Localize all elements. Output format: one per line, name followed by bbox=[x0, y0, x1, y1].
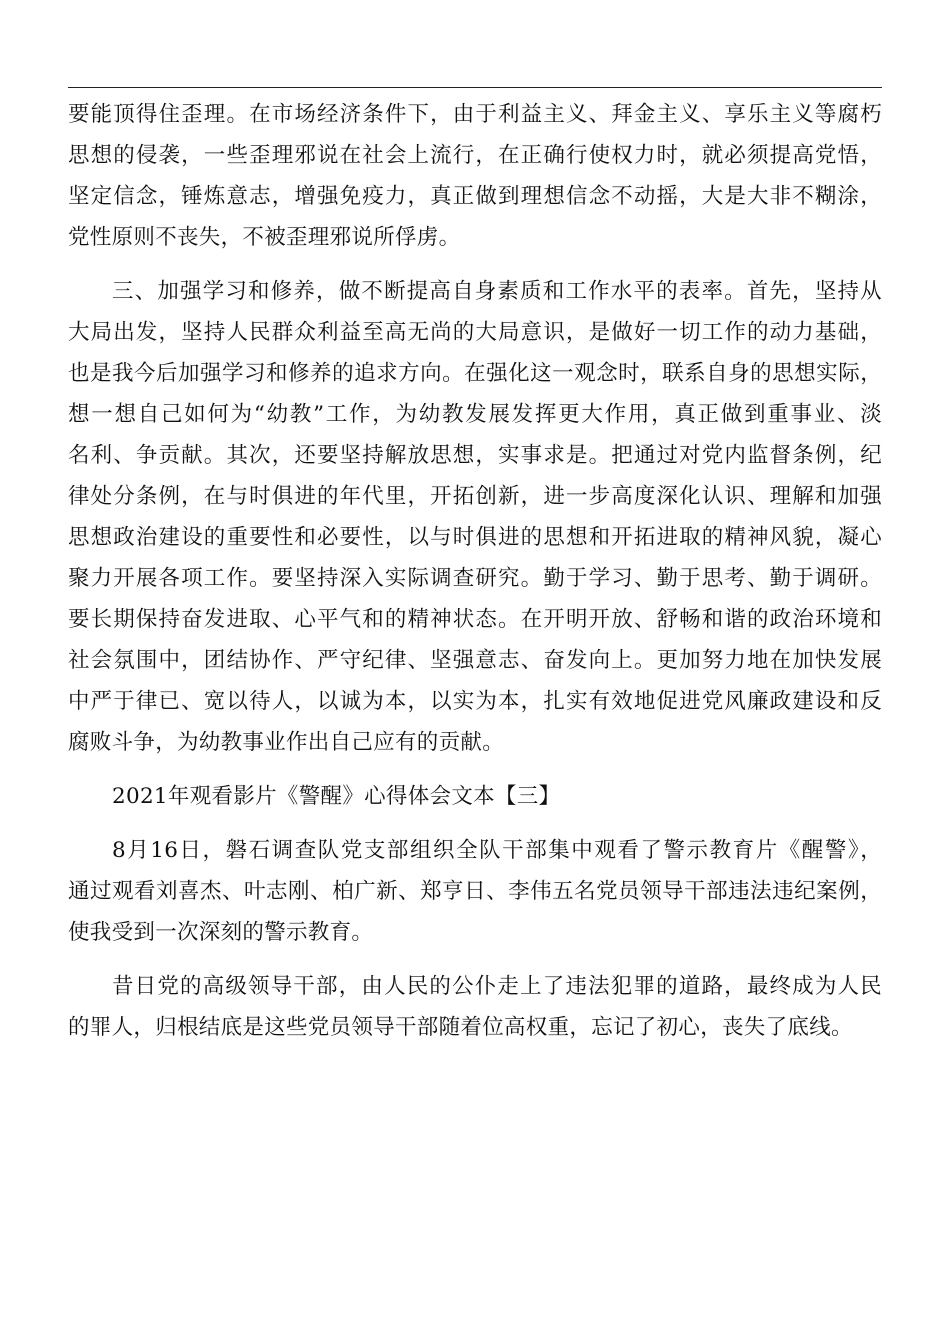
text-line: 思想的侵袭，一些歪理邪说在社会上流行，在正确行使权力时，就必须提高党悟， bbox=[68, 143, 882, 168]
header-rule bbox=[68, 87, 882, 88]
text-line: 律处分条例，在与时俱进的年代里，开拓创新，进一步高度深化认识、理解和加强 bbox=[68, 484, 882, 509]
text-line: 名利、争贡献。其次，还要坚持解放思想，实事求是。把通过对党内监督条例，纪 bbox=[68, 443, 882, 468]
section-heading bbox=[68, 776, 882, 817]
text-line: 三、加强学习和修养，做不断提高自身素质和工作水平的表率。首先，坚持从 bbox=[112, 279, 882, 304]
text-line: 大局出发，坚持人民群众利益至高无尚的大局意识，是做好一切工作的动力基础， bbox=[68, 320, 882, 345]
text-line: 使我受到一次深刻的警示教育。 bbox=[68, 920, 374, 945]
text-line: 聚力开展各项工作。要坚持深入实际调查研究。勤于学习、勤于思考、勤于调研。 bbox=[68, 566, 882, 591]
text-line: 中严于律已、宽以待人，以诚为本，以实为本，扎实有效地促进党风廉政建设和反 bbox=[68, 689, 882, 714]
text-line: 通过观看刘喜杰、叶志刚、柏广新、郑亨日、李伟五名党员领导干部违法违纪案例， bbox=[68, 879, 882, 904]
paragraph bbox=[68, 966, 882, 1048]
text-line: 腐败斗争，为幼教事业作出自己应有的贡献。 bbox=[68, 730, 505, 755]
text-line: 要能顶得住歪理。在市场经济条件下，由于利益主义、拜金主义、享乐主义等腐朽 bbox=[68, 102, 882, 127]
text-line: 想一想自己如何为“幼教”工作，为幼教发展发挥更大作用，真正做到重事业、淡 bbox=[68, 402, 882, 427]
text-line: 坚定信念，锤炼意志，增强免疫力，真正做到理想信念不动摇，大是大非不糊涂， bbox=[68, 184, 882, 209]
text-line: 要长期保持奋发进取、心平气和的精神状态。在开明开放、舒畅和谐的政治环境和 bbox=[68, 607, 882, 632]
paragraph bbox=[68, 271, 882, 763]
paragraph bbox=[68, 830, 882, 953]
document-body bbox=[68, 94, 882, 1061]
text-line: 思想政治建设的重要性和必要性，以与时俱进的思想和开拓进取的精神风貌，凝心 bbox=[68, 525, 882, 550]
heading-line: 2021年观看影片《警醒》心得体会文本【三】 bbox=[112, 784, 561, 809]
text-line: 社会氛围中，团结协作、严守纪律、坚强意志、奋发向上。更加努力地在加快发展 bbox=[68, 648, 882, 673]
text-line: 的罪人，归根结底是这些党员领导干部随着位高权重，忘记了初心，丧失了底线。 bbox=[68, 1015, 853, 1040]
text-line: 党性原则不丧失，不被歪理邪说所俘虏。 bbox=[68, 225, 461, 250]
text-line: 昔日党的高级领导干部，由人民的公仆走上了违法犯罪的道路，最终成为人民 bbox=[112, 974, 882, 999]
text-line: 也是我今后加强学习和修养的追求方向。在强化这一观念时，联系自身的思想实际， bbox=[68, 361, 882, 386]
paragraph bbox=[68, 94, 882, 258]
text-line: 8月16日，磐石调查队党支部组织全队干部集中观看了警示教育片《醒警》， bbox=[112, 838, 882, 863]
